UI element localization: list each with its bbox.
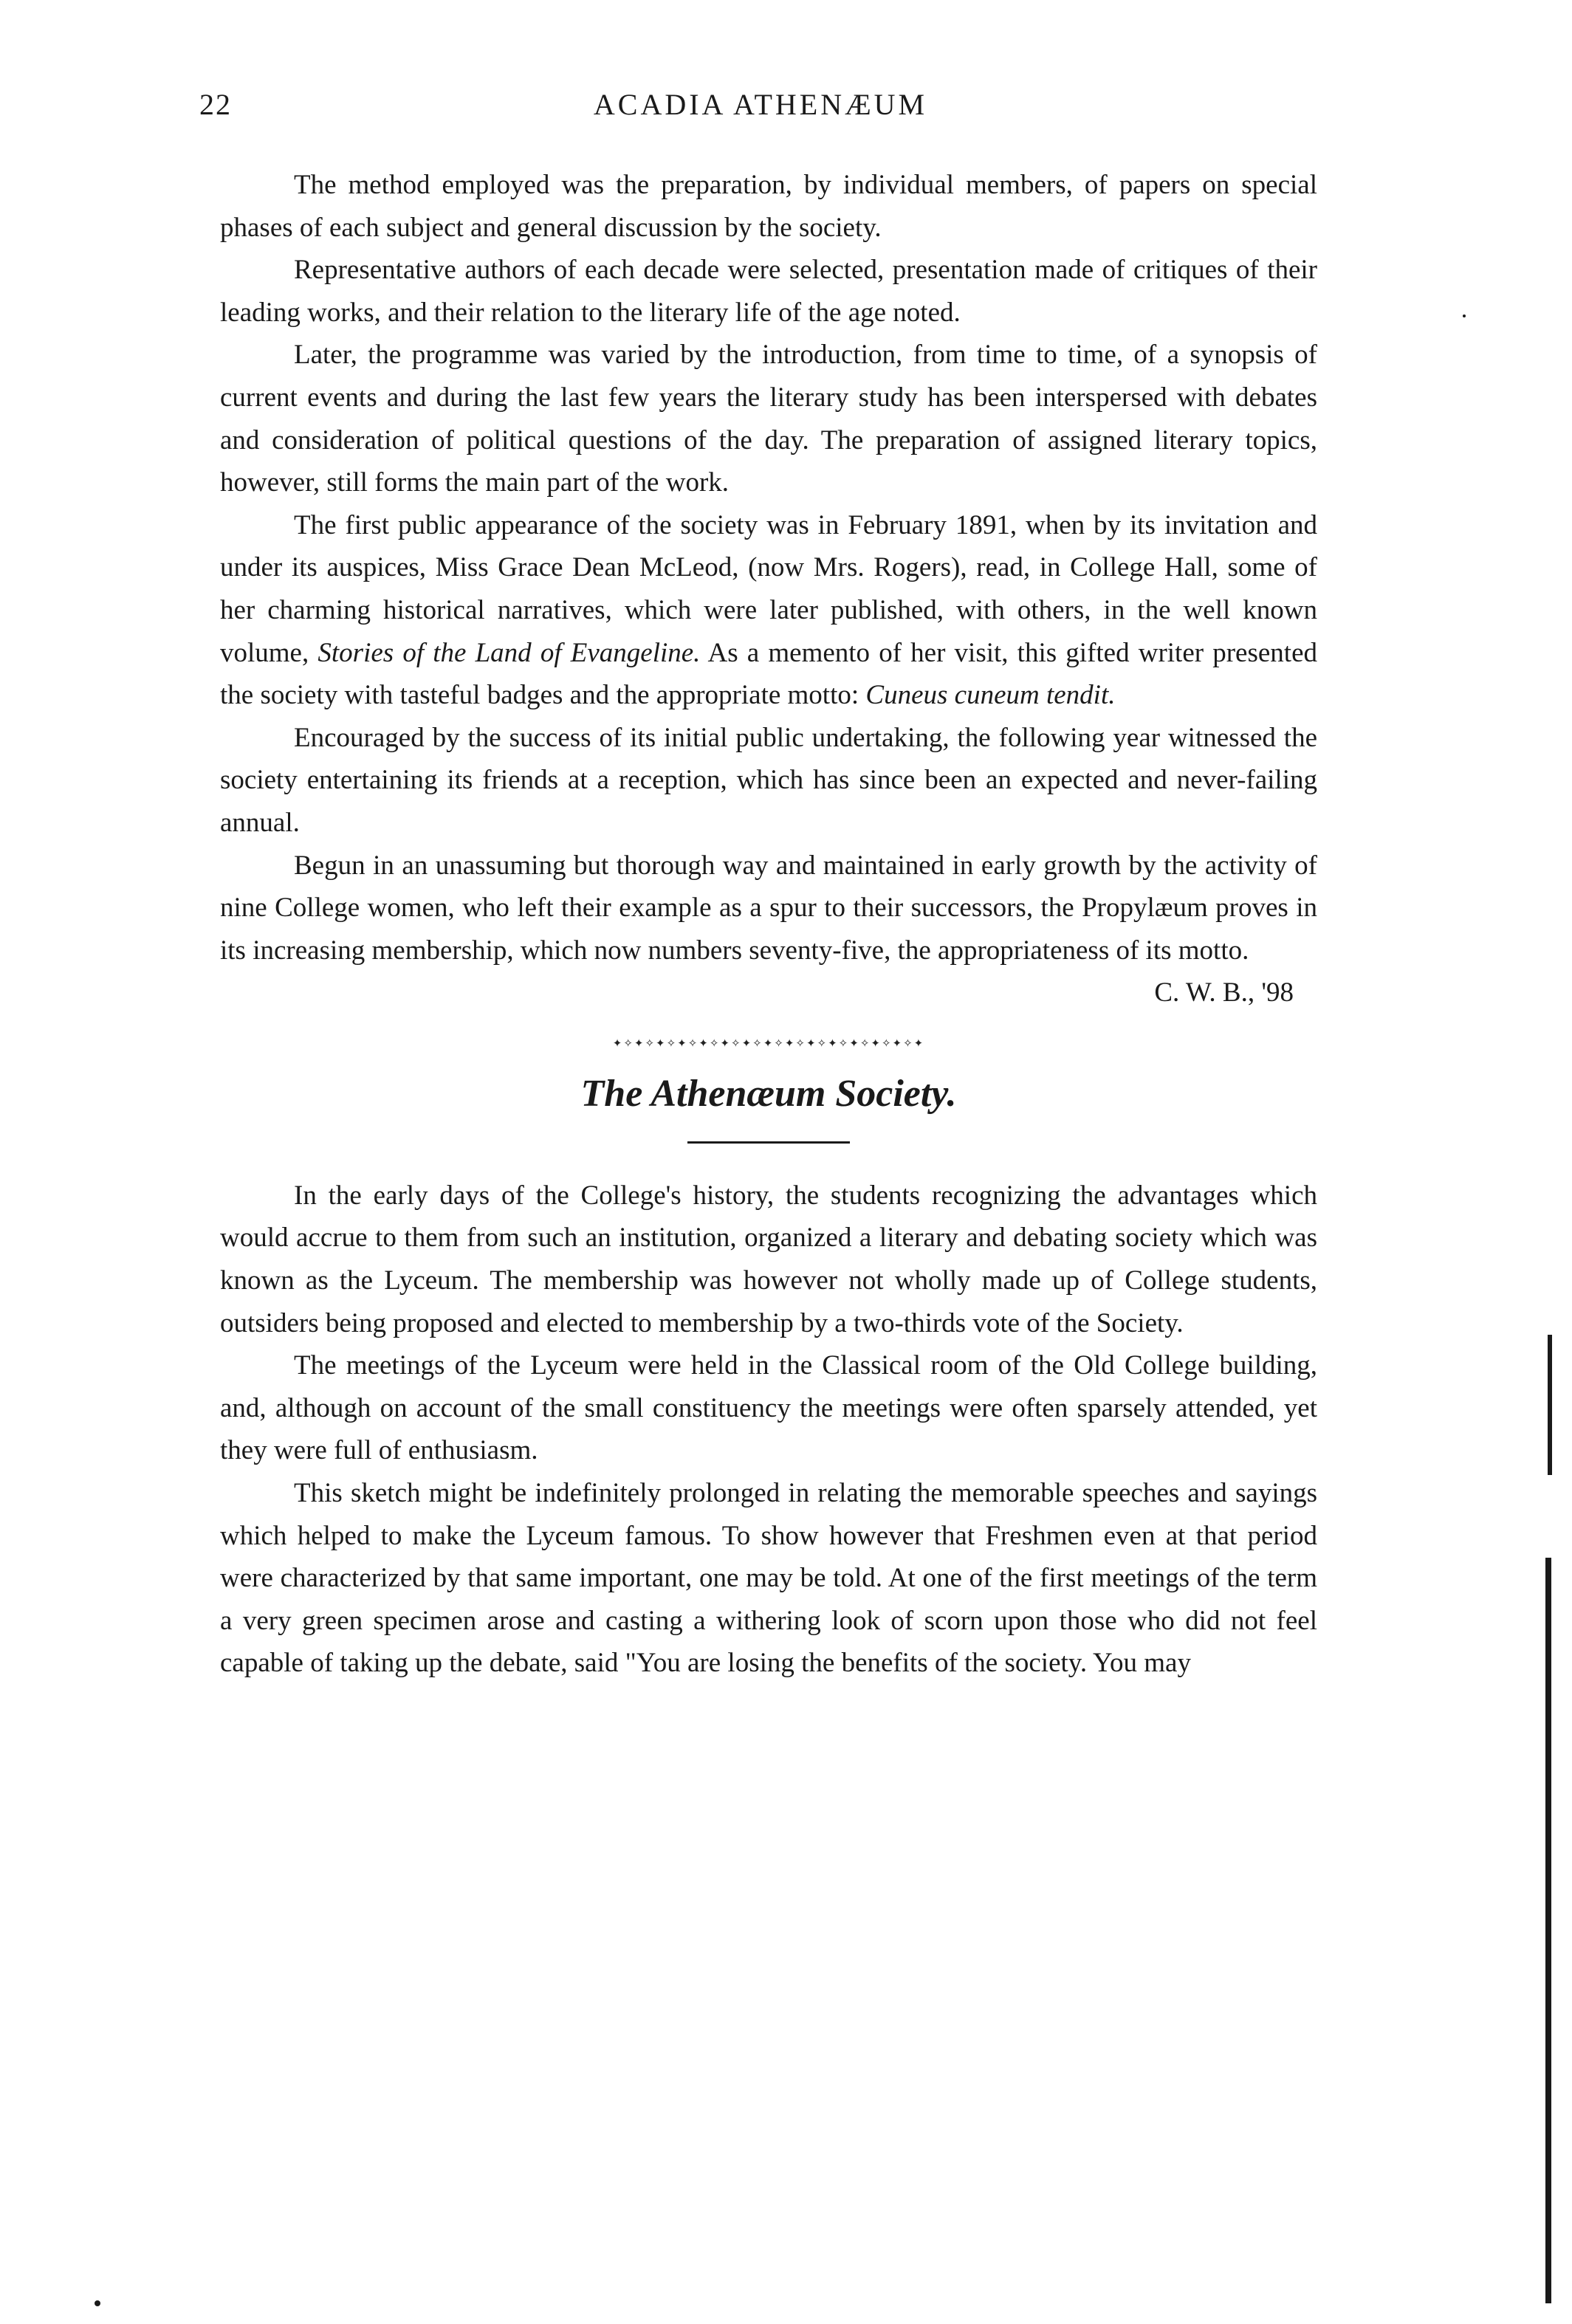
text-column xyxy=(220,164,1317,1685)
title-rule xyxy=(687,1141,850,1144)
paragraph: The method employed was the preparation, by individual members, of papers on special phases of each subject and general discussion by the society. xyxy=(220,170,1317,243)
paragraph-text: As a memento of her visit, this gifted writer presented the society with tasteful badges and the appropriate motto: xyxy=(220,637,1317,711)
paragraph: Begun in an unassuming but thorough way and maintained in early growth by the activity of nine College women, who left their example as a spur to their successors, the Propylæum proves in its increasing membership, which now numbers seventy-five, the appropriateness of its motto. xyxy=(220,850,1317,966)
paragraph: The meetings of the Lyceum were held in the Classical room of the Old College building, and, although on account of the small constituency the meetings were often sparsely attended, yet they were full of enthusiasm. xyxy=(220,1350,1317,1466)
article-propylaeum xyxy=(220,164,1317,1014)
page-number: 22 xyxy=(199,88,232,121)
author-signature: C. W. B., '98 xyxy=(1154,977,1294,1008)
page-header xyxy=(199,87,1322,131)
motto: Cuneus cuneum tendit. xyxy=(865,680,1116,711)
scan-speck xyxy=(95,2300,100,2306)
paragraph-text: The first public appearance of the society was in February 1891, when by its invitation and under its auspices, Miss Grace Dean McLeod, (now Mrs. Rogers), read, in College Hall, some of her charming historical narratives, which were later published, with others, in the well known volume, xyxy=(220,509,1317,668)
ornamental-divider: ✦✧✦✧✦✧✦✧✦✧✦✧✦✧✦✧✦✧✦✧✦✧✦✧✦✧✦✧✦ xyxy=(612,1036,925,1050)
paragraph: Representative authors of each decade were selected, presentation made of critiques of their leading works, and their relation to the literary life of the age noted. xyxy=(220,255,1317,328)
scan-edge-mark xyxy=(1545,1558,1551,2303)
paragraph: In the early days of the College's history, the students recognizing the advantages which would accrue to them from such an institution, organized a literary and debating society which was known as the Lyceum. The membership was however not wholly made up of College students, outsiders being proposed and elected to membership by a two-thirds vote of the Society. xyxy=(220,1180,1317,1338)
paragraph xyxy=(220,504,1317,717)
paragraph: This sketch might be indefinitely prolonged in relating the memorable speeches and sayings which helped to make the Lyceum famous. To show however that Freshmen even at that period were characterized by that same important, one may be told. At one of the first meetings of the term a very green specimen arose and casting a withering look of scorn upon those who did not feel capable of taking up the debate, said "You are losing the benefits of the society. You may xyxy=(220,1478,1317,1679)
paragraph: Later, the programme was varied by the introduction, from time to time, of a synopsis of current events and during the last few years the literary study has been interspersed with debates and consideration of political questions of the day. The preparation of assigned literary topics, however, still forms the main part of the work. xyxy=(220,340,1317,498)
scan-speck xyxy=(1463,314,1466,317)
article-athenaeum-society xyxy=(220,1066,1317,1685)
running-title: ACADIA ATHENÆUM xyxy=(593,88,928,121)
paragraph: Encouraged by the success of its initial public undertaking, the following year witnessed the society entertaining its friends at a reception, which has since been an expected and never-failing annual. xyxy=(220,722,1317,838)
section-title: The Athenæum Society. xyxy=(580,1072,957,1115)
scan-edge-mark xyxy=(1548,1335,1552,1475)
book-title: Stories of the Land of Evangeline. xyxy=(318,637,701,668)
